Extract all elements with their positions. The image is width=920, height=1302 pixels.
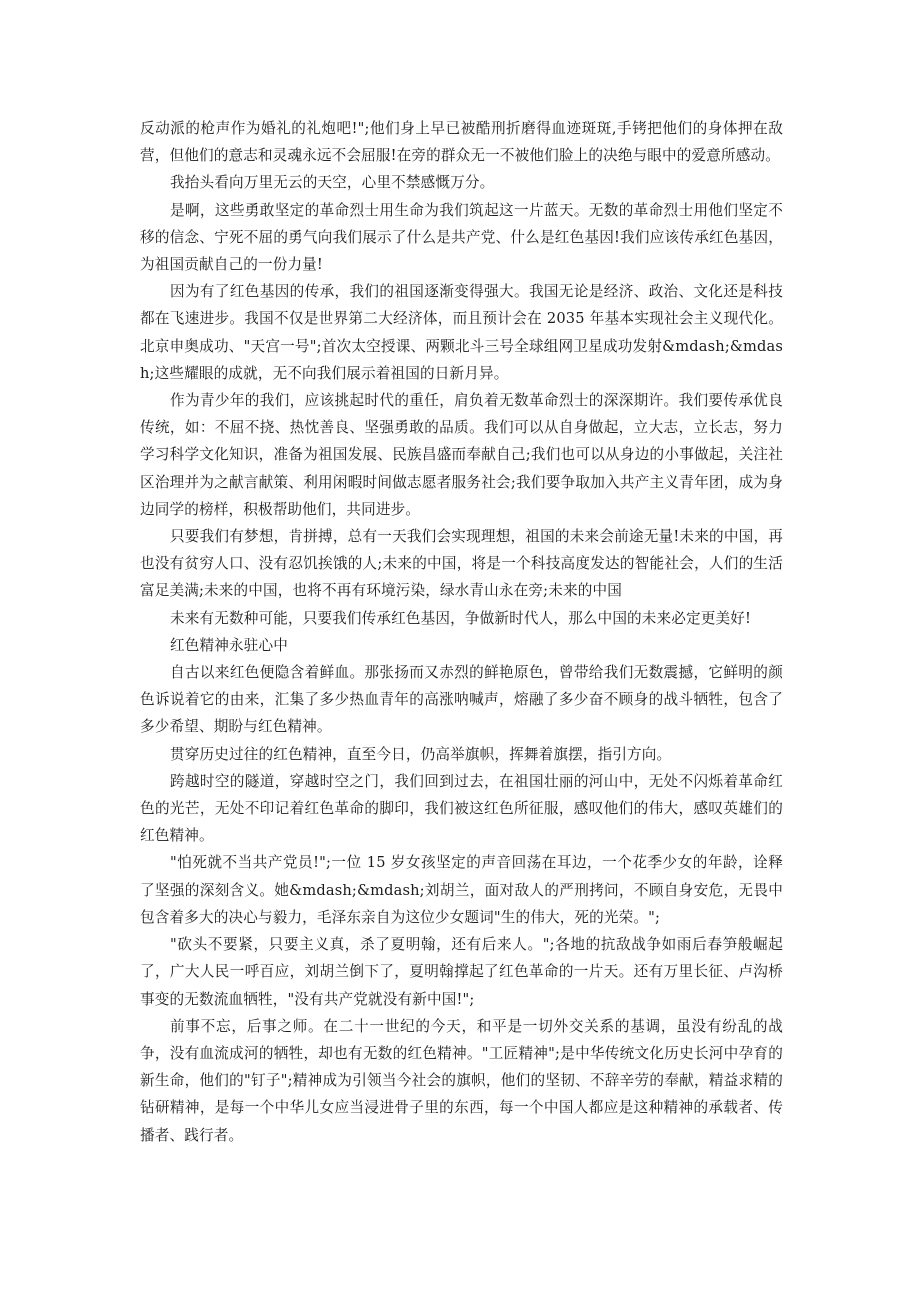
paragraph: 前事不忘，后事之师。在二十一世纪的今天，和平是一切外交关系的基调，虽没有纷乱的战争，没有血流成河的牺牲，却也有无数的红色精神。"工匠精神";是中华传统文化历史长河中孕育的新生命，他们的"钉子";精神成为引领当今社会的旗帜，他们的坚韧、不辞辛劳的奉献，精益求精的钻研精神，是每一个中华儿女应当浸进骨子里的东西，每一个中国人都应是这种精神的承载者、传播者、践行者。 (140, 1017, 783, 1144)
paragraph: 贯穿历史过往的红色精神，直至今日，仍高举旗帜，挥舞着旗摆，指引方向。 (170, 745, 672, 763)
paragraph: 我抬头看向万里无云的天空，心里不禁感慨万分。 (170, 174, 495, 192)
paragraph: 自古以来红色便隐含着鲜血。那张扬而又赤烈的鲜艳原色，曾带给我们无数震撼，它鲜明的颜色诉说着它的由来，汇集了多少热血青年的高涨呐喊声，熔融了多少奋不顾身的战斗牺牲，包含了多少希望、期盼与红色精神。 (140, 664, 783, 736)
paragraph: 未来有无数种可能，只要我们传承红色基因，争做新时代人，那么中国的未来必定更美好! (170, 609, 752, 627)
document-body (140, 115, 783, 1149)
paragraph: 因为有了红色基因的传承，我们的祖国逐渐变得强大。我国无论是经济、政治、文化还是科技都在飞速进步。我国不仅是世界第二大经济体，而且预计会在 2035 年基本实现社会主义现代化。北京申奥成功、"天宫一号";首次太空授课、两颗北斗三号全球组网卫星成功发射&mdash;&mdash;这些耀眼的成就，无不向我们展示着祖国的日新月异。 (140, 283, 783, 382)
section-heading: 红色精神永驻心中 (170, 636, 288, 654)
paragraph: "怕死就不当共产党员!";一位 15 岁女孩坚定的声音回荡在耳边，一个花季少女的年龄，诠释了坚强的深刻含义。她&mdash;&mdash;刘胡兰，面对敌人的严刑拷问，不顾自身安危，无畏中包含着多大的决心与毅力，毛泽东亲自为这位少女题词"生的伟大，死的光荣。"; (140, 854, 783, 926)
paragraph: 作为青少年的我们，应该挑起时代的重任，肩负着无数革命烈士的深深期许。我们要传承优良传统，如：不屈不挠、热忱善良、坚强勇敢的品质。我们可以从自身做起，立大志，立长志，努力学习科学文化知识，准备为祖国发展、民族昌盛而奉献自己;我们也可以从身边的小事做起，关注社区治理并为之献言献策、利用闲暇时间做志愿者服务社会;我们要争取加入共产主义青年团，成为身边同学的榜样，积极帮助他们，共同进步。 (140, 392, 783, 518)
paragraph: 是啊，这些勇敢坚定的革命烈士用生命为我们筑起这一片蓝天。无数的革命烈士用他们坚定不移的信念、宁死不屈的勇气向我们展示了什么是共产党、什么是红色基因!我们应该传承红色基因，为祖国贡献自己的一份力量! (140, 201, 783, 274)
paragraph: 反动派的枪声作为婚礼的礼炮吧!";他们身上早已被酷刑折磨得血迹斑斑,手铐把他们的身体押在敌营，但他们的意志和灵魂永远不会屈服!在旁的群众无一不被他们脸上的决绝与眼中的爱意所感动。 (140, 120, 783, 165)
paragraph: 跨越时空的隧道，穿越时空之门，我们回到过去，在祖国壮丽的河山中，无处不闪烁着革命红色的光芒，无处不印记着红色革命的脚印，我们被这红色所征服，感叹他们的伟大，感叹英雄们的红色精神。 (140, 772, 783, 845)
paragraph: 只要我们有梦想，肯拼搏，总有一天我们会实现理想，祖国的未来会前途无量!未来的中国，再也没有贫穷人口、没有忍饥挨饿的人;未来的中国，将是一个科技高度发达的智能社会，人们的生活富足美满;未来的中国，也将不再有环境污染，绿水青山永在旁;未来的中国 (140, 528, 783, 600)
paragraph: "砍头不要紧，只要主义真，杀了夏明翰，还有后来人。";各地的抗敌战争如雨后春笋般崛起了，广大人民一呼百应，刘胡兰倒下了，夏明翰撑起了红色革命的一片天。还有万里长征、卢沟桥事变的无数流血牺牲，"没有共产党就没有新中国!"; (140, 936, 783, 1008)
